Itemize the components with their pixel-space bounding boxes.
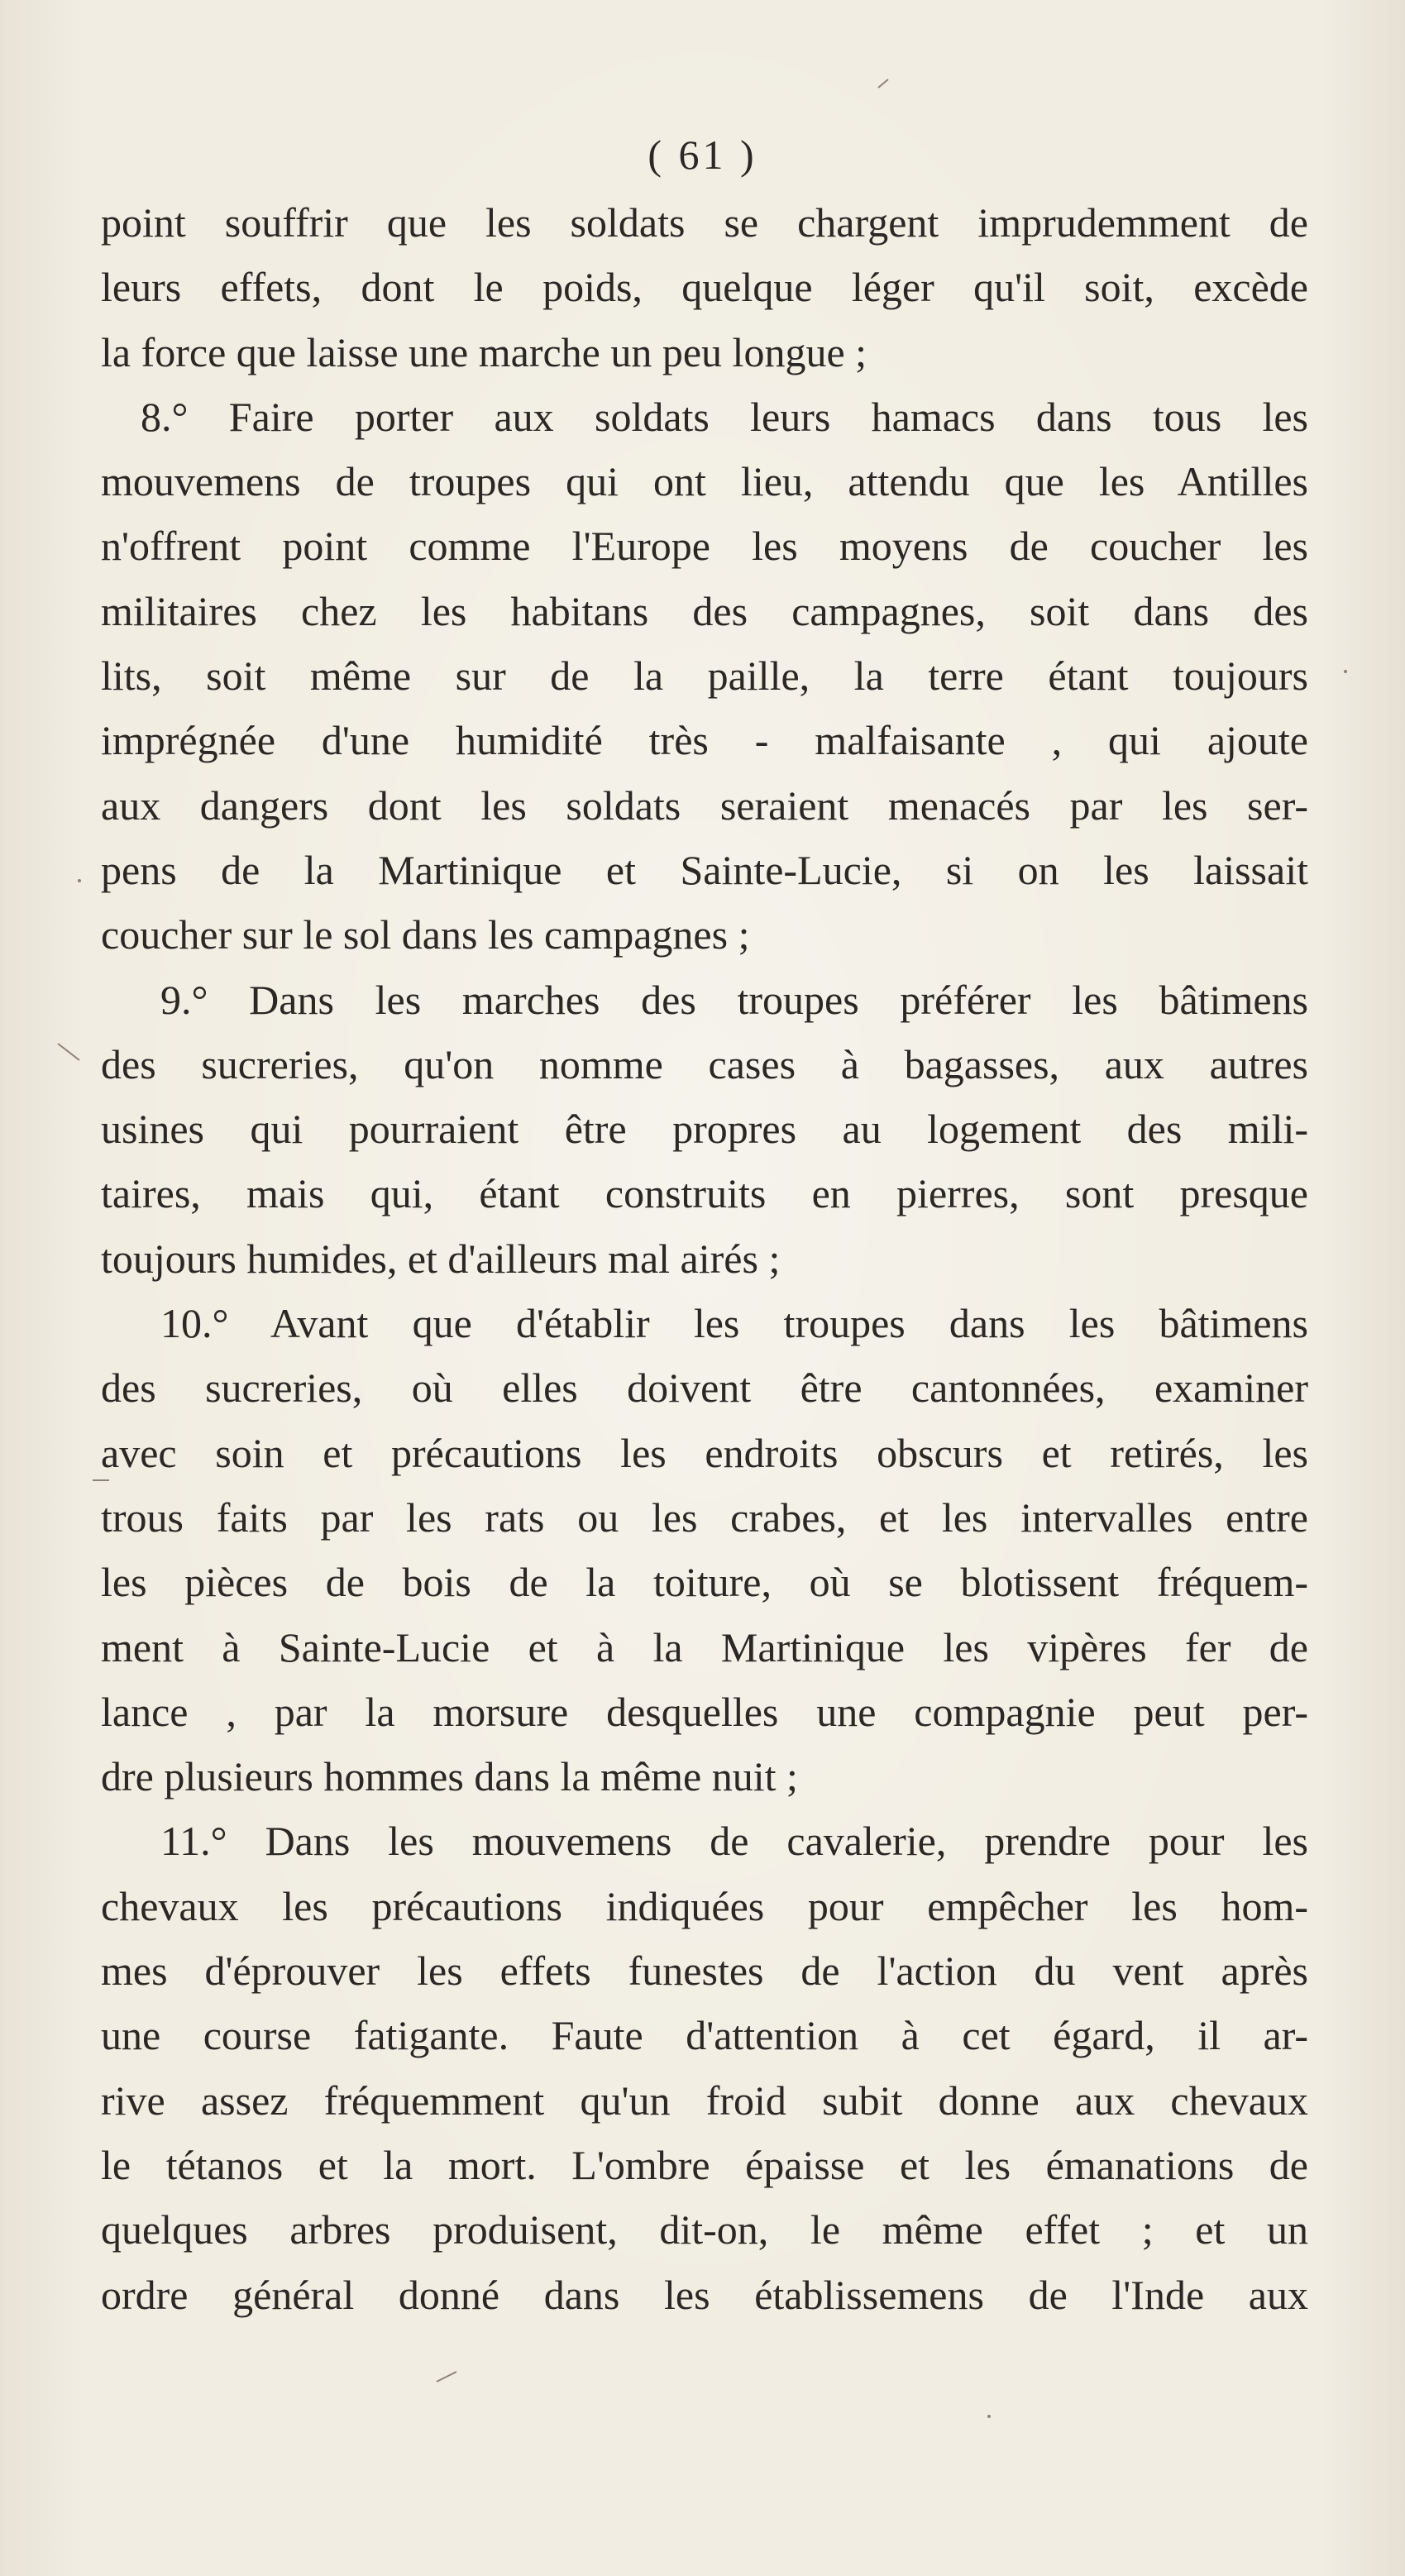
- text-line: avec soin et précautions les endroits obscurs et retirés, les: [101, 1429, 1308, 1476]
- text-line: lance , par la morsure desquelles une compagnie peut per-: [101, 1688, 1308, 1735]
- text-line: ment à Sainte-Lucie et à la Martinique les vipères fer de: [101, 1623, 1308, 1670]
- text-line: toujours humides, et d'ailleurs mal airés ;: [101, 1235, 781, 1282]
- text-line: coucher sur le sol dans les campagnes ;: [101, 911, 750, 958]
- text-line: les pièces de bois de la toiture, où se blotissent fréquem-: [101, 1559, 1308, 1606]
- text-line: usines qui pourraient être propres au logement des mili-: [101, 1106, 1308, 1153]
- text-line: mes d'éprouver les effets funestes de l'action du vent après: [101, 1948, 1308, 1995]
- text-line: n'offrent point comme l'Europe les moyens de coucher les: [101, 523, 1308, 570]
- text-line: chevaux les précautions indiquées pour empêcher les hom-: [101, 1882, 1308, 1929]
- speck-mark: [58, 1044, 79, 1060]
- text-line: trous faits par les rats ou les crabes, et les intervalles entre: [101, 1494, 1308, 1541]
- speck-mark: [78, 879, 81, 882]
- text-line: leurs effets, dont le poids, quelque léger qu'il soit, excède: [101, 264, 1308, 311]
- text-line: rive assez fréquemment qu'un froid subit donne aux chevaux: [101, 2077, 1308, 2124]
- text-line: 8.° Faire porter aux soldats leurs hamacs dans tous les: [141, 393, 1308, 440]
- speck-mark: [1344, 670, 1347, 673]
- text-line: militaires chez les habitans des campagnes, soit dans des: [101, 587, 1308, 634]
- text-line: point souffrir que les soldats se chargent imprudemment de: [101, 199, 1308, 246]
- speck-mark: [878, 79, 888, 88]
- text-line: imprégnée d'une humidité très - malfaisante , qui ajoute: [101, 717, 1308, 764]
- text-line: la force que laisse une marche un peu longue ;: [101, 328, 867, 375]
- text-line: quelques arbres produisent, dit-on, le même effet ; et un: [101, 2206, 1308, 2253]
- text-line: une course fatigante. Faute d'attention à cet égard, il ar-: [101, 2012, 1308, 2059]
- speck-mark: [437, 2372, 456, 2382]
- text-line: des sucreries, où elles doivent être cantonnées, examiner: [101, 1364, 1308, 1412]
- text-line: lits, soit même sur de la paille, la terre étant toujours: [101, 652, 1308, 700]
- text-line: taires, mais qui, étant construits en pierres, sont presque: [101, 1170, 1308, 1217]
- speck-mark: [987, 2415, 991, 2418]
- text-line: dre plusieurs hommes dans la même nuit ;: [101, 1753, 798, 1800]
- text-line: mouvemens de troupes qui ont lieu, attendu que les Antilles: [101, 458, 1308, 505]
- text-line: le tétanos et la mort. L'ombre épaisse et les émanations de: [101, 2141, 1308, 2188]
- text-line: 11.° Dans les mouvemens de cavalerie, prendre pour les: [160, 1818, 1308, 1865]
- text-line: 10.° Avant que d'établir les troupes dans les bâtimens: [160, 1300, 1308, 1347]
- text-line: des sucreries, qu'on nomme cases à bagasses, aux autres: [101, 1040, 1308, 1087]
- body-text: [101, 190, 1308, 2327]
- page-number: ( 61 ): [648, 131, 757, 178]
- text-line: pens de la Martinique et Sainte-Lucie, si on les laissait: [101, 846, 1308, 893]
- text-line: ordre général donné dans les établissemens de l'Inde aux: [101, 2271, 1308, 2318]
- text-line: 9.° Dans les marches des troupes préférer les bâtimens: [160, 976, 1308, 1023]
- text-line: aux dangers dont les soldats seraient menacés par les ser-: [101, 781, 1308, 829]
